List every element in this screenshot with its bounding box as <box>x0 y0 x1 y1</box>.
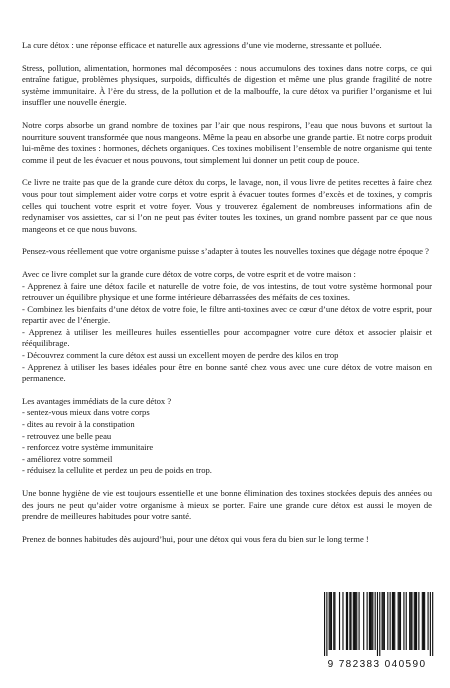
barcode-bar <box>382 592 383 650</box>
barcode-bar <box>393 592 394 650</box>
barcode-bar <box>324 592 325 656</box>
benefits-section <box>22 396 432 477</box>
barcode-bar <box>329 592 330 650</box>
barcode-bar <box>359 592 360 650</box>
list-item: - Découvrez comment la cure détox est aussi un excellent moyen de perdre des kilos en trop <box>22 350 339 361</box>
barcode-bar <box>416 592 417 650</box>
barcode-bar <box>367 592 368 650</box>
barcode-bar <box>372 592 373 650</box>
barcode-bar <box>422 592 423 650</box>
barcode-bar <box>406 592 407 650</box>
barcode-bar <box>403 592 404 650</box>
barcode-bar <box>342 592 343 650</box>
barcode-bar <box>414 592 415 650</box>
barcode-bar <box>394 592 395 650</box>
barcode-bar <box>334 592 335 650</box>
barcode-bar <box>398 592 399 650</box>
barcode-bar <box>375 592 376 650</box>
stress-paragraph: Stress, pollution, alimentation, hormones mal décomposées : nous accumulons des toxines dans notre corps, ce qui entraîne fatigue, problèmes physiques, surpoids, difficultés de digestion et même une plus grande fragilité de notre système immunitaire. À l’ère du stress, de la pollution et de la malbouffe, la cure détox va purifier l’organisme et lui insuffler une nouvelle énergie. <box>22 62 432 108</box>
barcode-bar <box>415 592 416 650</box>
ean13-barcode-icon <box>318 592 436 656</box>
barcode-bar <box>370 592 371 650</box>
barcode-bar <box>399 592 400 650</box>
list-item: - Apprenez à faire une détox facile et naturelle de votre foie, de vos intestins, de tout votre système hormonal pour retrouver un équilibre physique et une forme intérieure débarrassées des méfaits de ces toxines. <box>22 280 432 303</box>
barcode-bar <box>428 592 429 650</box>
list-item: - Combinez les bienfaits d’une détox de votre foie, le filtre anti-toxines avec ce cœur d’une détox de votre esprit, pour repartir avec de l’énergie. <box>22 303 432 326</box>
barcode-bar <box>400 592 401 650</box>
barcode-bar <box>430 592 431 656</box>
list-item: - réduisez la cellulite et perdez un peu de poids en trop. <box>22 465 212 476</box>
barcode-bar <box>369 592 370 650</box>
list-item: - renforcez votre système immunitaire <box>22 442 154 453</box>
barcode-bar <box>350 592 351 650</box>
barcode-bar <box>387 592 388 650</box>
list-item: - dites au revoir à la constipation <box>22 419 135 430</box>
benefits-intro: Les avantages immédiats de la cure détox ? <box>22 395 172 406</box>
barcode-bar <box>339 592 340 650</box>
barcode-bar <box>424 592 425 650</box>
list-item: - Apprenez à utiliser les bases idéales pour être en bonne santé chez vous avec une cure détox de votre maison en permanence. <box>22 361 432 384</box>
list-item: - améliorez votre sommeil <box>22 453 113 464</box>
barcode-bar <box>346 592 347 650</box>
barcode-bar <box>326 592 327 656</box>
barcode-bar <box>384 592 385 650</box>
barcode-bar <box>331 592 332 650</box>
barcode-number: 9 782383 040590 <box>327 659 427 670</box>
list-item: - sentez-vous mieux dans votre corps <box>22 407 150 418</box>
book-scope-paragraph: Ce livre ne traite pas que de la grande cure détox du corps, le lavage, non, il vous livre de petites recettes à faire chez vous pour tout simplement aider votre corps et votre esprit à évacuer toutes formes d’excès et de toxines, y compris celles qui touchent votre esprit et votre foyer. Vous y trouverez également de nombreuses informations afin de redynamiser vos assiettes, car si l’on ne peut pas éviter toutes les toxines, un grand nombre passent par ce que nous mangeons et ce que nous buvons. <box>22 177 432 234</box>
barcode-bar <box>390 592 391 650</box>
question-paragraph: Pensez-vous réellement que votre organisme puisse s’adapter à toutes les nouvelles toxines que dégage notre époque ? <box>22 246 429 257</box>
barcode-bar <box>333 592 334 650</box>
list-item: - retrouvez une belle peau <box>22 430 112 441</box>
barcode-bar <box>347 592 348 650</box>
barcode-bar <box>353 592 354 650</box>
barcode-bar <box>354 592 355 650</box>
closing-paragraph: Une bonne hygiène de vie est toujours essentielle et une bonne élimination des toxines stockées depuis des années ou des jours ne peut qu’aider votre organisme à mieux se porter. Faire une grande cure détox est aussi le moyen de prendre de meilleures habitudes pour votre santé. <box>22 488 432 522</box>
barcode-bar <box>330 592 331 650</box>
barcode-bar <box>371 592 372 650</box>
barcode <box>318 592 436 670</box>
barcode-bar <box>383 592 384 650</box>
barcode-bar <box>423 592 424 650</box>
list-item: - Apprenez à utiliser les meilleures huiles essentielles pour accompagner votre cure détox et associer plaisir et rééquilibrage. <box>22 326 432 349</box>
barcode-bar <box>363 592 364 650</box>
barcode-bar <box>377 592 378 656</box>
barcode-bar <box>355 592 356 650</box>
barcode-bar <box>392 592 393 650</box>
barcode-bar <box>432 592 433 656</box>
final-line: Prenez de bonnes habitudes dès aujourd’hui, pour une détox qui vous fera du bien sur le long terme ! <box>22 533 369 544</box>
intro-paragraph: La cure détox : une réponse efficace et naturelle aux agressions d’une vie moderne, stressante et polluée. <box>22 40 382 50</box>
barcode-bar <box>349 592 350 650</box>
barcode-bar <box>379 592 380 656</box>
barcode-bar <box>410 592 411 650</box>
barcode-bar <box>411 592 412 650</box>
barcode-bar <box>418 592 419 650</box>
barcode-bar <box>356 592 357 650</box>
complete-intro: Avec ce livre complet sur la grande cure détox de votre corps, de votre esprit et de votre maison : <box>22 268 356 279</box>
complete-section <box>22 269 432 385</box>
barcode-bar <box>409 592 410 650</box>
toxins-paragraph: Notre corps absorbe un grand nombre de toxines par l’air que nous respirons, l’eau que nous buvons et surtout la nourriture souvent transformée que nous mangeons. Même la peau en absorbe une grande partie. Et notre corps produit lui-même des toxines : hormones, déchets organiques. Ces toxines mobilisent l’ensemble de notre organisme qui tente comme il peut de les évacuer et nous pouvons, tout simplement lui donner un petit coup de pouce. <box>22 119 432 165</box>
